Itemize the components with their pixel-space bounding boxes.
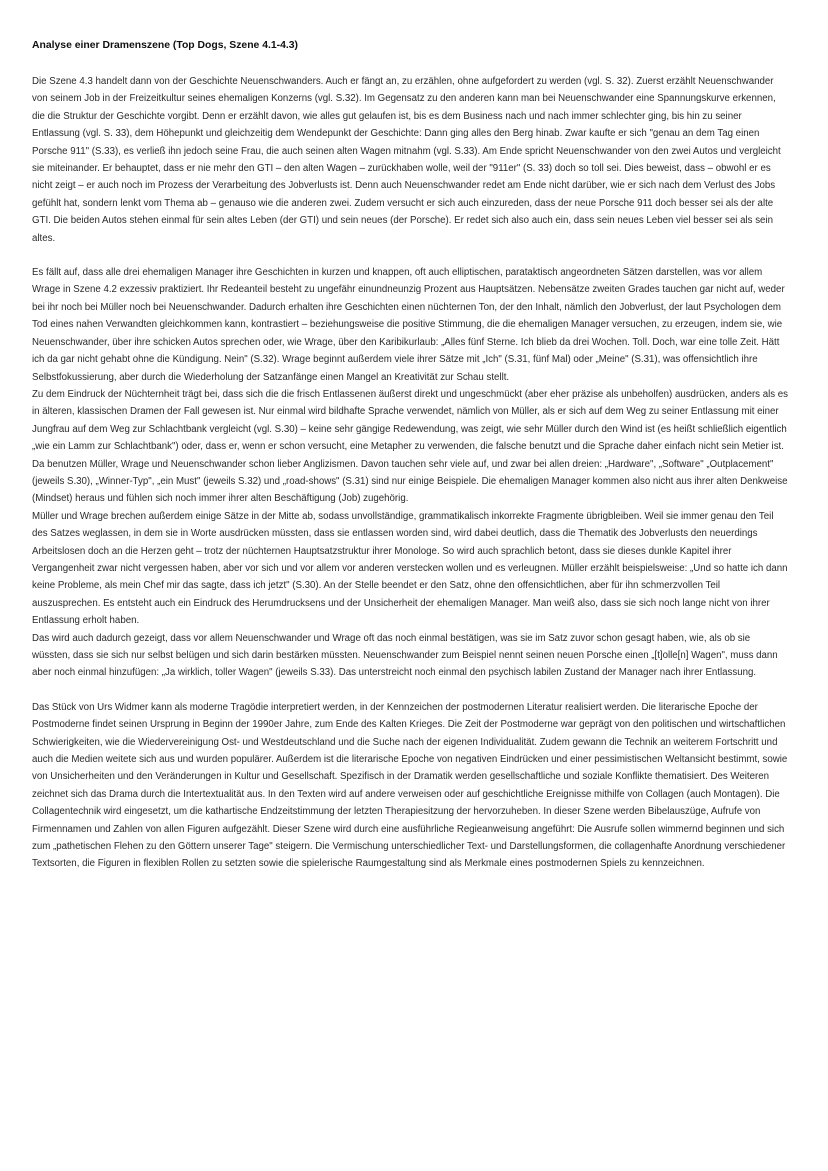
paragraph: Die Szene 4.3 handelt dann von der Geschichte Neuenschwanders. Auch er fängt an, zu erzählen, ohne aufgefordert zu werden (vgl. S. 32). Zuerst erzählt Neuenschwander von seinem Job in der Freizeitkultur seines ehemaligen Konzerns (vgl. S.32). Im Gegensatz zu den anderen kann man bei Neuenschwander eine Spannungskurve erkennen, die die Struktur der Geschichte vorgibt. Denn er erzählt davon, wie alles gut gelaufen ist, bis es dem Business nach und nach immer schlechter ging, bis hin zu seiner Entlassung (vgl. S. 33), dem Höhepunkt und gleichzeitig dem Wendepunkt der Geschichte: Dann ging alles den Berg hinab. Zwar kaufte er sich "genau an dem Tag einen Porsche 911" (S.33), es verließ ihn jedoch seine Frau, die auch seinen alten Wagen mitnahm (vgl. S.33). Am Ende spricht Neuenschwander von den zwei Autos und vergleicht sie miteinander. Er behauptet, dass er nie mehr den GTI – den alten Wagen – zurückhaben wolle, weil der "911er" (S. 33) doch so toll sei. Dies beweist, dass – obwohl er es nicht zeigt – er auch noch im Prozess der Verarbeitung des Jobverlusts ist. Denn auch Neuenschwander redet am Ende nicht darüber, wie er sich nach dem Verlust des Jobs gefühlt hat, sondern lenkt vom Thema ab – genauso wie die anderen zwei. Zudem versucht er sich auch einzureden, dass der neue Porsche 911 doch besser sei als der alte GTI. Die beiden Autos stehen einmal für sein altes Leben (der GTI) und sein neues (der Porsche). Er redet sich also auch ein, dass sein neues Leben viel besser sei als sein altes. bbox=[32, 76, 784, 244]
paragraph: Das Stück von Urs Widmer kann als moderne Tragödie interpretiert werden, in der Kennzeichen der postmodernen Literatur realisiert werden. Die literarische Epoche der Postmoderne findet seinen Ursprung in Beginn der 1990er Jahre, zum Ende des Kalten Krieges. Die Zeit der Postmoderne war geprägt von den politischen und wirtschaftlichen Schwierigkeiten, wie die Wiedervereinigung Ost- und Westdeutschland und die Suche nach der eigenen Individualität. Zudem gewann die Technik an weiterem Fortschritt und auch die Medien weitete sich aus und wurden populärer. Außerdem ist die literarische Epoche von negativen Eindrücken und einer pessimistischen Weltansicht bestimmt, sowie von Unsicherheiten und den Veränderungen in Kultur und Gesellschaft. Spezifisch in der Dramatik werden gesellschaftliche und soziale Konflikte thematisiert. Des Weiteren zeichnet sich das Drama durch die Intertextualität aus. In den Texten wird auf andere verweisen oder auf geschichtliche Ereignisse mithilfe von Collagen (auch Montagen). Die Collagentechnik wird eingesetzt, um die kathartische Endzeitstimmung der letzten Therapiesitzung der hervorzuheben. In dieser Szene werden Bibelauszüge, Aufrufe von Firmennamen und Zahlen von allen Figuren aufgezählt. Dieser Szene wird durch eine ausführliche Regieanweisung angeführt: Die Ausrufe sollen wimmernd beginnen und sich zum „pathetischen Flehen zu den Göttern unserer Tage" steigern. Die Vermischung unterschiedlicher Text- und Darstellungsformen, die collagenhafte Anordnung verschiedener Textsorten, die Figuren in flexiblen Rollen zu setzten sowie die spielerische Raumgestaltung sind als Merkmale eines postmodernen Spiels zu kennzeichnen. bbox=[32, 701, 791, 870]
paragraph: Da benutzen Müller, Wrage und Neuenschwander schon lieber Anglizismen. Davon tauchen sehr viele auf, und zwar bei allen dreien: „Hardware", „Software" „Outplacement" (jeweils S.30), „Winner-Typ", „ein Must" (jeweils S.32) und „road-shows" (S.31) sind nur einige Beispiele. Die ehemaligen Manager kommen also nicht aus ihrer alten Denkweise (Mindset) heraus und fühlen sich noch immer ihrer alten Beschäftigung (Job) zugehörig. bbox=[32, 458, 791, 505]
paragraph: Zu dem Eindruck der Nüchternheit trägt bei, dass sich die die frisch Entlassenen äußerst direkt und ungeschmückt (aber eher präzise als unbeholfen) ausdrücken, anders als es in älteren, klassischen Dramen der Fall gewesen ist. Nur einmal wird bildhafte Sprache verwendet, nämlich von Müller, als er sich auf dem Weg zu seiner Entlassung mit einer Jungfrau auf dem Weg zur Schlachtbank vergleicht (vgl. S.30) – keine sehr gängige Redewendung, was zeigt, wie sehr Müller durch den Wind ist (es heißt schließlich eigentlich „wie ein Lamm zur Schlachtbank") oder, dass er, wenn er schon versucht, eine Metapher zu verwenden, die falsche benutzt und die Sprache daher einfach nicht sein Metier ist. bbox=[32, 388, 791, 453]
document-title: Analyse einer Dramenszene (Top Dogs, Szene 4.1-4.3) bbox=[32, 40, 299, 51]
section-3 bbox=[32, 699, 790, 873]
paragraph: Müller und Wrage brechen außerdem einige Sätze in der Mitte ab, sodass unvollständige, grammatikalisch inkorrekte Fragmente übrigbleiben. Weil sie immer genau den Teil des Satzes weglassen, in dem sie in Worte ausdrücken müssten, dass sie entlassen worden sind, wird dabei deutlich, dass die Thematik des Jobverlusts den neuerdings Arbeitslosen doch an die Herzen geht – trotz der nüchternen Hauptsatzstruktur ihrer Monologe. So wird auch sprachlich betont, dass sie dieses dunkle Kapitel ihrer Vergangenheit zwar nicht vergessen haben, aber vor sich und vor allem vor anderen verstecken wollen und es verleugnen. Müller erzählt beispielsweise: „Und so hatte ich dann keine Probleme, als mein Chef mir das sagte, dass ich jetzt" (S.30). An der Stelle beendet er den Satz, ohne den offensichtlichen, aber für ihn schmerzvollen Teil auszusprechen. Es entsteht auch ein Eindruck des Herumdrucksens und der Unsicherheit der ehemaligen Manager. Man weiß also, dass sie sich noch lange nicht von ihrer Entlassung erholt haben. bbox=[32, 510, 791, 627]
paragraph: Es fällt auf, dass alle drei ehemaligen Manager ihre Geschichten in kurzen und knappen, oft auch elliptischen, parataktisch angeordneten Sätzen darstellen, was vor allem Wrage in Szene 4.2 exzessiv praktiziert. Ihr Redeanteil besteht zu ungefähr einundneunzig Prozent aus Hauptsätzen. Nebensätze zweiten Grades tauchen gar nicht auf, weder bei ihr noch bei Müller noch bei Neuenschwander. Dadurch erhalten ihre Geschichten einen nüchternen Ton, der den Inhalt, nämlich den Jobverlust, der laut Psychologen dem Tod eines nahen Verwandten gleichkommen kann, kontrastiert – beziehungsweise die positive Stimmung, die die ehemaligen Manager versuchen, zu erzeugen, indem sie, wie Neuenschwander, über ihre schicken Autos sprechen oder, wie Wrage, über den Karibikurlaub: „Alles fünf Sterne. Ich blieb da drei Wochen. Toll. Doch, war eine tolle Zeit. Hätt ich da gar nicht gehabt ohne die Kündigung. Nein" (S.32). Wrage beginnt außerdem viele ihrer Sätze mit „Ich" (S.31, fünf Mal) oder „Meine" (S.31), was offensichtlich ihre Selbstfokussierung, aber durch die Wiederholung der Satzanfänge einen Mangel an Kreativität zur Schau stellt. bbox=[32, 267, 788, 383]
section-2 bbox=[32, 264, 790, 682]
section-1 bbox=[32, 73, 790, 247]
paragraph: Das wird auch dadurch gezeigt, dass vor allem Neuenschwander und Wrage oft das noch einmal bestätigen, was sie im Satz zuvor schon gesagt haben, wie, als ob sie wüssten, dass sie sich nur selbst belügen und sich darin bestärken müssten. Neuenschwander zum Beispiel nennt seinen neuen Porsche einen „[t]olle[n] Wagen", muss dann aber noch einmal hinzufügen: „Ja wirklich, toller Wagen" (jeweils S.33). Das unterstreicht noch einmal den psychisch labilen Zustand der Manager nach ihrer Entlassung. bbox=[32, 632, 781, 679]
